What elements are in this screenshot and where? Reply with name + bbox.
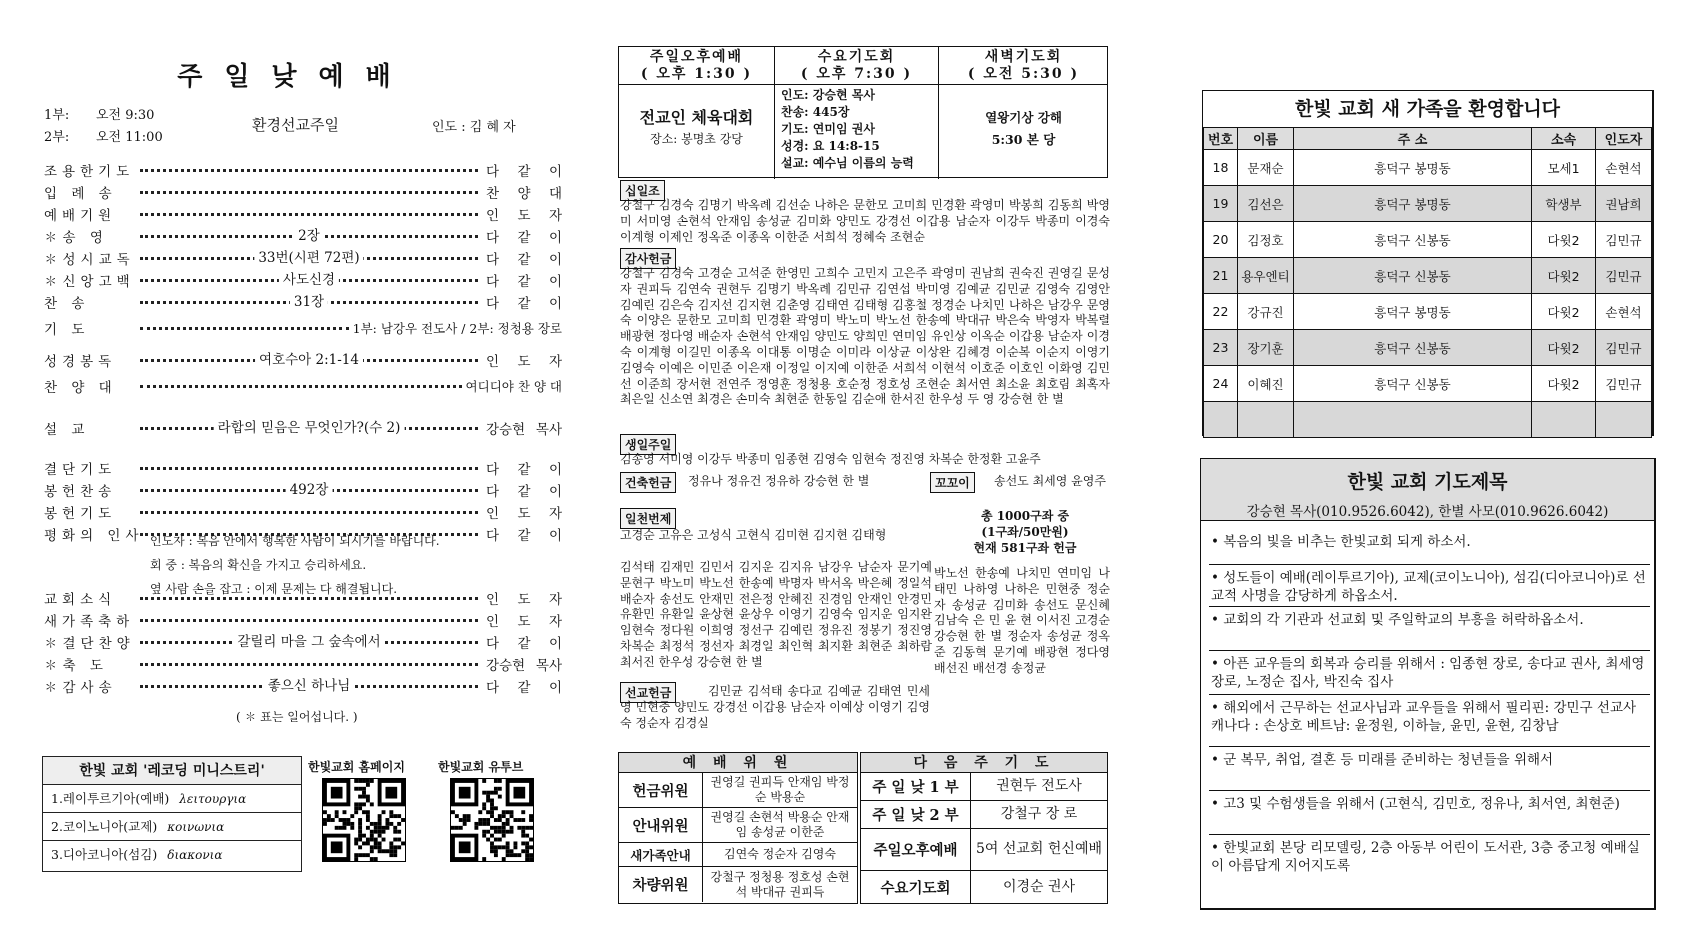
table-row (1204, 258, 1652, 294)
mini-greek: λειτουργια (179, 792, 247, 806)
order-row (44, 480, 562, 500)
table-cell-empty (1532, 402, 1596, 438)
order-leader: 인 도 자 (486, 354, 562, 370)
wednesday-time: ( 오후 7:30 ) (800, 66, 913, 82)
table-row (1204, 150, 1652, 186)
table-cell: 19 (1204, 186, 1238, 222)
dawn-topic: 열왕기상 강해 (985, 110, 1062, 125)
order-row (44, 226, 562, 246)
table-row-empty (1204, 402, 1652, 438)
table-cell: 다윗2 (1532, 222, 1596, 258)
table-cell: 용우엔티 (1238, 258, 1294, 294)
order-leader: 다 같 이 (486, 296, 562, 312)
next-prayer-service: 수요기도회 (861, 871, 971, 904)
order-dots (140, 226, 478, 246)
committee-role: 새가족안내 (619, 843, 703, 866)
qr-code-icon[interactable] (322, 778, 406, 862)
mini-title: 한빛 교회 '레코딩 미니스트리' (43, 757, 301, 785)
section-kkokkoi: 꼬꼬이 (930, 472, 975, 493)
order-leader: 1부: 남강우 전도사 / 2부: 정청용 장로 (352, 321, 562, 336)
order-leader: 여디디야 찬 양 대 (465, 379, 562, 394)
order-dots (140, 458, 478, 478)
order-name: 조용한기도 (44, 164, 135, 180)
order-detail: 라합의 믿음은 무엇인가?(수 2) (214, 418, 405, 438)
service2-label: 2부: (44, 130, 70, 145)
committee-row (619, 773, 857, 808)
table-cell: 손현석 (1596, 150, 1652, 186)
table-cell: 흥덕구 신봉동 (1294, 222, 1532, 258)
mission-names: 김민균 김석태 송다교 김예균 김태연 민세영 민현중 양민도 강경선 이갑용 남순자 이예상 이영기 김영숙 정순자 김경실 (620, 684, 930, 730)
table-row (1204, 222, 1652, 258)
committee-role: 헌금위원 (619, 773, 703, 807)
table-cell: 흥덕구 신봉동 (1294, 366, 1532, 402)
order-row (44, 632, 562, 652)
committee-row (619, 843, 857, 867)
table-cell: 강규진 (1238, 294, 1294, 330)
order-leader: 다 같 이 (486, 164, 562, 180)
prayer-title: 한빛 교회 기도제목 (1347, 471, 1508, 493)
prayer-item: • 성도들이 예배(레이투르기아), 교제(코이노니아), 섬김(디아코니아)로 선교적 사명을 감당하게 하옵소서. (1209, 565, 1650, 607)
table-cell: 모세1 (1532, 150, 1596, 186)
order-name: ✽신앙고백 (44, 274, 135, 290)
order-name: 결단기도 (44, 462, 117, 478)
order-detail: 31장 (290, 292, 328, 312)
order-dots (140, 610, 478, 630)
committee-row (619, 867, 857, 902)
section-mission: 선교헌금 (620, 682, 676, 703)
mini-item-label: 1.레이투르기아(예배) (51, 791, 170, 806)
wednesday-line: 인도: 강승현 목사 (781, 88, 875, 102)
wednesday-line: 성경: 요 14:8-15 (781, 139, 880, 153)
qr-code-icon[interactable] (450, 778, 534, 862)
order-row (44, 292, 562, 312)
order-leader: 강승현 목사 (486, 658, 562, 674)
next-prayer-service: 주 일 낮 1 부 (861, 773, 971, 800)
prayer-item: • 한빛교회 본당 리모델링, 2층 아동부 어린이 도서관, 3층 중고청 예배실이 아름답게 지어지도록 (1211, 840, 1640, 874)
mini-item-label: 2.코이노니아(교제) (51, 819, 158, 834)
table-cell: 김민규 (1596, 222, 1652, 258)
table-cell: 문재순 (1238, 150, 1294, 186)
dawn-time: ( 오전 5:30 ) (967, 66, 1080, 82)
qr-youtube-label: 한빛교회 유투브 (438, 760, 524, 774)
dawn-service (939, 47, 1108, 179)
stand-note: ( ✽ 표는 일어섭니다. ) (236, 710, 358, 724)
table-cell: 다윗2 (1532, 294, 1596, 330)
kkokkoi-names: 송선도 최세영 윤영주 (994, 474, 1106, 488)
next-prayer-person: 권현두 전도사 (996, 778, 1082, 794)
table-row (1204, 294, 1652, 330)
table-cell-empty (1596, 402, 1652, 438)
mini-greek: κοινωνια (167, 820, 225, 834)
table-cell: 김민규 (1596, 258, 1652, 294)
order-name: ✽송 영 (44, 230, 108, 246)
dawn-title: 새벽기도회 (984, 49, 1063, 65)
mini-item-label: 3.디아코니아(섬김) (51, 847, 158, 862)
thousand-total (940, 508, 1110, 556)
service2-time: 오전 11:00 (96, 130, 163, 145)
committee-members: 권영길 손현석 박용순 안재임 송성균 이한준 (710, 810, 850, 839)
order-row (44, 376, 562, 396)
next-prayer-row (861, 801, 1107, 829)
order-dots (140, 632, 478, 652)
thousand-names-right: 박노선 한송예 나치민 연미임 나태민 나하영 나하은 민현중 정순자 송성균 김미화 송선도 문신혜 김남숙 은 민 윤 현 이서진 고경순 강승현 한 별 정순자 송성균 정옥준 김동혁 문기예 배광현 정다영 배선진 배선경 송정균 (934, 566, 1110, 675)
order-dots (140, 418, 478, 438)
wednesday-details (775, 85, 938, 174)
theme: 환경선교주일 (252, 116, 339, 134)
order-detail: 2장 (294, 226, 324, 246)
order-row (44, 458, 562, 478)
order-dots (140, 270, 478, 290)
order-row (44, 204, 562, 224)
order-name: ✽감사송 (44, 680, 117, 696)
mini-greek: διακονια (167, 848, 223, 862)
order-row (44, 676, 562, 696)
order-leader: 인 도 자 (486, 614, 562, 630)
table-cell: 다윗2 (1532, 258, 1596, 294)
order-name: 봉헌기도 (44, 506, 117, 522)
table-cell: 권남희 (1596, 186, 1652, 222)
order-name: 봉헌찬송 (44, 484, 117, 500)
committee-role: 차량위원 (619, 867, 703, 902)
table-cell: 장기훈 (1238, 330, 1294, 366)
order-leader: 찬 양 대 (486, 186, 562, 202)
table-cell: 23 (1204, 330, 1238, 366)
afternoon-service (619, 47, 775, 179)
next-prayer-row (861, 871, 1107, 904)
table-cell-empty (1204, 402, 1238, 438)
table-cell: 18 (1204, 150, 1238, 186)
order-leader: 다 같 이 (486, 252, 562, 268)
prayer-item: • 아픈 교우들의 회복과 승리를 위해서 : 임종현 장로, 송다교 권사, 최세영 장로, 노정순 집사, 박진숙 집사 (1209, 651, 1650, 695)
table-cell: 흥덕구 신봉동 (1294, 258, 1532, 294)
table-cell: 흥덕구 봉명동 (1294, 150, 1532, 186)
order-name: 찬 송 (44, 296, 90, 312)
order-detail: 여호수아 2:1-14 (255, 350, 363, 370)
afternoon-time: ( 오후 1:30 ) (640, 66, 753, 82)
thousand-names-head: 고경순 고유은 고성식 고현식 김미현 김지현 김태형 (620, 528, 887, 542)
section-thousand: 일천번제 (620, 508, 676, 529)
order-dots (140, 182, 478, 202)
next-week-prayer (860, 752, 1108, 904)
order-leader: 다 같 이 (486, 230, 562, 246)
table-cell: 김민규 (1596, 366, 1652, 402)
committee-members: 김연숙 정순자 김영숙 (724, 847, 836, 861)
page-title: 주일낮예배 (177, 62, 413, 92)
table-row (1204, 330, 1652, 366)
order-name: 설 교 (44, 422, 90, 438)
welcome-title: 한빛 교회 새 가족을 환영합니다 (1294, 98, 1561, 120)
next-prayer-person: 이경순 권사 (1002, 879, 1076, 895)
order-dots (140, 160, 478, 180)
new-family-box (1202, 90, 1654, 436)
mini-item (43, 813, 301, 841)
order-name: 교회소식 (44, 592, 117, 608)
order-leader: 다 같 이 (486, 462, 562, 478)
order-detail: 33번(시편 72편) (254, 248, 363, 268)
order-dots (140, 204, 478, 224)
order-name: 기 도 (44, 322, 90, 338)
afternoon-event: 전교인 체육대회 (639, 108, 754, 127)
afternoon-title: 주일오후예배 (649, 49, 744, 65)
order-name: 평화의 인사 (44, 528, 144, 544)
table-cell: 김선은 (1238, 186, 1294, 222)
total-line-2: (1구좌/50만원) (981, 525, 1069, 539)
order-dots (140, 350, 478, 370)
table-cell: 흥덕구 봉명동 (1294, 186, 1532, 222)
order-dots (140, 502, 478, 522)
service1-time: 오전 9:30 (96, 108, 155, 123)
table-cell: 이혜진 (1238, 366, 1294, 402)
committee-row (619, 808, 857, 843)
order-name: ✽성시교독 (44, 252, 135, 268)
table-header: 인도자 (1596, 128, 1652, 150)
prayer-item: • 복음의 빛을 비추는 한빛교회 되게 하소서. (1209, 529, 1650, 565)
order-name: 새가족축하 (44, 614, 135, 630)
table-row (1204, 186, 1652, 222)
next-prayer-row (861, 829, 1107, 871)
qr-homepage-label: 한빛교회 홈페이지 (308, 760, 405, 774)
birthday-names: 김송영 서미영 이강두 박종미 임종현 김영숙 임현숙 정진영 차복순 한정환 고윤주 (620, 452, 1041, 466)
order-leader: 다 같 이 (486, 680, 562, 696)
table-cell: 김정호 (1238, 222, 1294, 258)
table-cell: 흥덕구 봉명동 (1294, 294, 1532, 330)
prayer-contact: 강승현 목사(010.9526.6042), 한별 사모(010.9626.6042) (1246, 504, 1609, 520)
order-row (44, 318, 562, 338)
order-leader: 인 도 자 (486, 208, 562, 224)
order-row (44, 588, 562, 608)
prayer-topics-box (1200, 458, 1656, 910)
section-tithe: 십일조 (620, 180, 665, 201)
building-names: 정유나 정유건 정유하 강승현 한 별 (688, 474, 870, 488)
next-prayer-row (861, 773, 1107, 801)
peace-line-2: 회 중 : 복음의 확신을 가지고 승리하세요. (150, 558, 367, 572)
wednesday-line: 설교: 예수님 이름의 능력 (781, 156, 914, 170)
afternoon-place: 장소: 봉명초 강당 (650, 132, 743, 146)
order-dots (140, 676, 478, 696)
order-row (44, 654, 562, 674)
table-cell: 21 (1204, 258, 1238, 294)
table-cell: 24 (1204, 366, 1238, 402)
order-detail: 좋으신 하나님 (264, 676, 355, 696)
order-row (44, 270, 562, 290)
order-row (44, 610, 562, 630)
order-row (44, 160, 562, 180)
order-leader: 인 도 자 (486, 592, 562, 608)
thanks-names: 강철구 김경숙 고경순 고석준 한영민 고희수 고민지 고은주 곽영미 권남희 권숙진 권영길 문성자 권피득 김연숙 권현두 김명기 박옥례 김민규 김연섭 박미영 김예균 김민균 김영숙 김영안 김예린 김은숙 김지선 김지현 김춘영 김태연 김태형 김홍철 정경순 나치민 나하은 남강우 문영숙 이양은 문한모 고미희 민경환 곽영미 박노미 박노선 한송예 박대규 박은숙 박영자 박복렬 배광현 정다영 배순자 손현석 안재임 양민도 양희민 연미임 유인상 이옥순 이갑용 남순자 이경숙 이계형 이길민 이종옥 이대통 이명순 이미라 이상균 이상완 김혜경 이순복 이순지 이영기 김영숙 이예은 이민준 이은재 이정일 이지예 이한준 서희석 이현석 이호준 이호인 이화영 김민선 이준희 장서현 전연주 정영훈 정청용 호순정 정호성 조현순 최서연 최소윤 최호림 최혹자 최은일 신소연 최경은 손미숙 최현준 한동일 김순애 한서진 한우성 두 영 강승현 한 별 (620, 266, 1110, 407)
table-cell: 김민규 (1596, 330, 1652, 366)
thousand-names: 김석태 김재민 김민서 김지운 김지유 남강우 남순자 문기예 문현구 박노미 박노선 한송예 박명자 박서옥 박은혜 정일석 배순자 송선도 안재민 전은정 안혜진 진경임 안재인 안경민 유환민 유환일 윤상현 윤상우 이영기 김영숙 임지운 임지완 임현숙 정다원 이희영 정선구 김예린 정유진 정봉기 정진영 차복순 최정석 정선자 최경일 최인혁 최지환 최현준 최하람 최서진 한우성 강승현 한 별 (620, 560, 932, 669)
tithe-names: 강철구 김경숙 김명기 박옥례 김선순 나하은 문한모 고미희 민경환 곽영미 박봉희 김동희 박영미 서미영 손현석 안재임 송성균 김미화 양민도 강경선 이갑용 남순자 이강두 박종미 이경숙 이계형 이제인 정옥준 이종옥 이한준 서희석 정혜숙 조현순 (620, 198, 1110, 244)
order-name: 예배기원 (44, 208, 117, 224)
wednesday-line: 기도: 연미임 권사 (781, 122, 875, 136)
next-prayer-service: 주일오후예배 (861, 829, 971, 870)
order-detail: 사도신경 (279, 270, 339, 290)
section-birthday: 생일주일 (620, 434, 676, 455)
order-name: 성경봉독 (44, 354, 117, 370)
order-row (44, 350, 562, 370)
order-dots (140, 318, 349, 338)
peace-line-1: 인도자 : 복음 안에서 행복한 사람이 되시기를 바랍니다. (150, 534, 440, 548)
committee-title: 예 배 위 원 (619, 753, 857, 773)
order-dots (140, 292, 478, 312)
order-dots (140, 376, 462, 396)
leader: 인도 : 김 혜 자 (432, 120, 516, 135)
mini-item (43, 841, 301, 869)
order-detail: 갈릴리 마을 그 숲속에서 (233, 632, 384, 652)
table-header: 소속 (1532, 128, 1596, 150)
prayer-item: • 고3 및 수험생들을 위해서 (고현식, 김민호, 정유나, 최서연, 최현준) (1209, 791, 1650, 835)
table-cell: 22 (1204, 294, 1238, 330)
mini-item (43, 785, 301, 813)
order-dots (140, 654, 478, 674)
order-dots (140, 480, 478, 500)
order-leader: 다 같 이 (486, 528, 562, 544)
prayer-item: • 군 복무, 취업, 결혼 등 미래를 준비하는 청년들을 위해서 (1209, 747, 1650, 791)
order-leader: 다 같 이 (486, 274, 562, 290)
committee-members: 강철구 정청용 정호성 손현석 박대규 권피득 (710, 869, 850, 899)
weekly-services-box (618, 46, 1108, 178)
prayer-item: • 교회의 각 기관과 선교회 및 주일학교의 부흥을 허락하옵소서. (1209, 607, 1650, 651)
order-leader: 인 도 자 (486, 506, 562, 522)
table-cell: 20 (1204, 222, 1238, 258)
dawn-place: 5:30 본 당 (991, 132, 1056, 147)
wednesday-title: 수요기도회 (817, 49, 896, 65)
next-prayer-person: 5여 선교회 헌신예배 (976, 841, 1102, 857)
table-row (1204, 366, 1652, 402)
next-prayer-title: 다 음 주 기 도 (861, 753, 1107, 773)
committee-role: 안내위원 (619, 808, 703, 842)
next-prayer-service: 주 일 낮 2 부 (861, 801, 971, 828)
order-row (44, 248, 562, 268)
peace-line-3: 옆 사람 손을 잡고 : 이제 문제는 다 해결됩니다. (150, 582, 398, 596)
worship-committee (618, 752, 858, 904)
order-leader: 강승현 목사 (486, 422, 562, 438)
order-name: ✽축 도 (44, 658, 108, 674)
order-name: 입 례 송 (44, 186, 117, 202)
section-building: 건축헌금 (620, 472, 676, 493)
total-line-3: 현재 581구좌 헌금 (973, 541, 1077, 555)
wednesday-service (775, 47, 939, 179)
total-line-1: 총 1000구좌 중 (980, 509, 1070, 523)
table-cell-empty (1294, 402, 1532, 438)
table-cell: 손현석 (1596, 294, 1652, 330)
table-cell: 다윗2 (1532, 330, 1596, 366)
table-header: 번호 (1204, 128, 1238, 150)
prayer-item: • 해외에서 근무하는 선교사님과 교우들을 위해서 필리핀: 강민구 선교사 캐나다 : 손상호 베트남: 윤정원, 이하늘, 윤민, 윤현, 김창남 (1209, 695, 1650, 747)
table-cell: 다윗2 (1532, 366, 1596, 402)
table-cell: 학생부 (1532, 186, 1596, 222)
order-name: ✽결단찬양 (44, 636, 135, 652)
wednesday-line: 찬송: 445장 (781, 105, 850, 119)
order-row (44, 502, 562, 522)
table-cell-empty (1238, 402, 1294, 438)
order-detail: 492장 (286, 480, 333, 500)
order-row (44, 182, 562, 202)
table-header: 이름 (1238, 128, 1294, 150)
order-dots (140, 588, 478, 608)
order-leader: 다 같 이 (486, 484, 562, 500)
table-header: 주 소 (1294, 128, 1532, 150)
recording-ministry-box (42, 756, 302, 872)
order-leader: 다 같 이 (486, 636, 562, 652)
service1-label: 1부: (44, 108, 70, 123)
section-thanks: 감사헌금 (620, 248, 676, 269)
committee-members: 권영길 권피득 안재임 박정순 박용순 (710, 775, 850, 804)
table-cell: 흥덕구 신봉동 (1294, 330, 1532, 366)
order-dots (140, 248, 478, 268)
next-prayer-person: 강철구 장 로 (1000, 806, 1078, 822)
order-row (44, 418, 562, 438)
order-name: 찬 양 대 (44, 380, 117, 396)
